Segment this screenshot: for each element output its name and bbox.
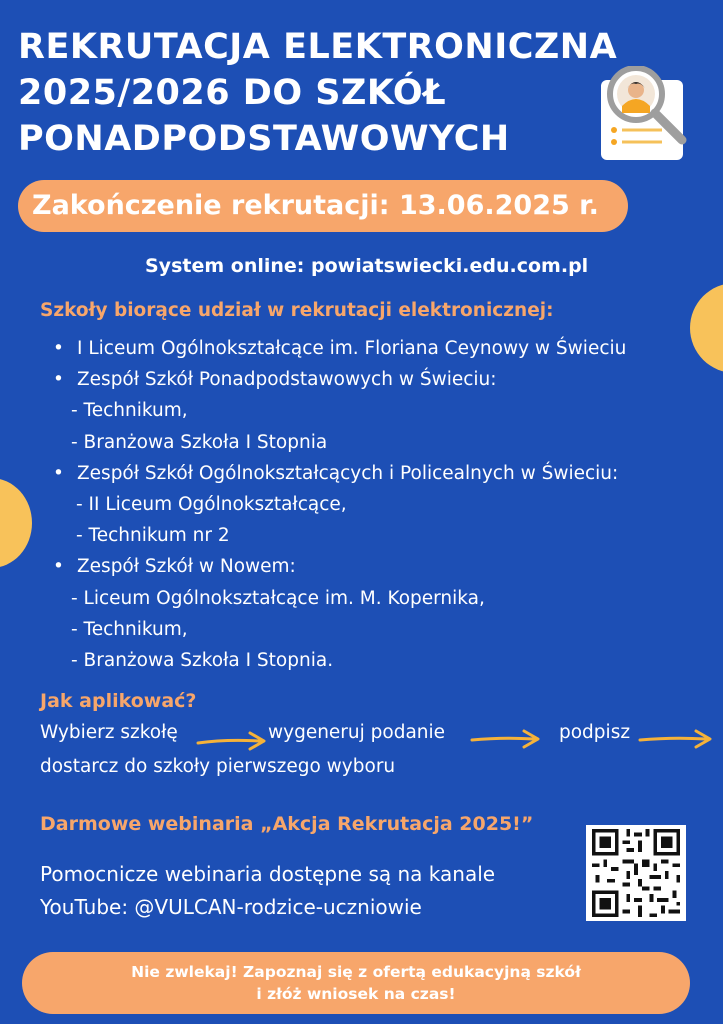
footer-line-1: Nie zwlekaj! Zapoznaj się z ofertą edukacyjną szkół <box>131 963 581 981</box>
bullet-icon: • <box>53 338 64 359</box>
sub-item: - Branżowa Szkoła I Stopnia. <box>71 650 334 671</box>
bullet-icon: • <box>53 463 64 484</box>
school-name: I Liceum Ogólnokształcące im. Floriana Ceynowy w Świeciu <box>77 338 627 359</box>
qr-code-icon[interactable] <box>586 825 686 921</box>
bullet-icon: • <box>53 556 64 577</box>
webinar-description <box>40 858 495 924</box>
apply-step-4: dostarcz do szkoły pierwszego wyboru <box>40 756 396 777</box>
title-line-3: PONADPODSTAWOWYCH <box>18 119 510 159</box>
sub-item: - Technikum, <box>71 400 188 421</box>
arrow-right-icon <box>196 730 268 752</box>
decorative-circle-right <box>690 283 723 373</box>
footer-line-2: i złóż wniosek na czas! <box>256 985 456 1003</box>
sub-item: - II Liceum Ogólnokształcące, <box>76 494 347 515</box>
system-online-link[interactable]: System online: powiatswiecki.edu.com.pl <box>145 255 589 277</box>
webinar-line-1: Pomocnicze webinaria dostępne są na kanale <box>40 862 496 886</box>
webinar-heading: Darmowe webinaria „Akcja Rekrutacja 2025!” <box>40 813 534 835</box>
bullet-icon: • <box>53 369 64 390</box>
school-name: Zespół Szkół Ogólnokształcących i Policealnych w Świeciu: <box>77 463 619 484</box>
arrow-right-icon <box>470 728 542 750</box>
sub-item: - Liceum Ogólnokształcące im. M. Kopernika, <box>71 588 485 609</box>
schools-heading: Szkoły biorące udział w rekrutacji elektronicznej: <box>40 300 554 321</box>
apply-step-3: podpisz <box>559 722 631 743</box>
title-line-1: REKRUTACJA ELEKTRONICZNA <box>18 27 618 67</box>
sub-item: - Technikum nr 2 <box>76 525 230 546</box>
deadline-banner <box>18 180 628 232</box>
list-item <box>53 551 296 582</box>
apply-step-2: wygeneruj podanie <box>268 722 446 743</box>
title-line-2: 2025/2026 DO SZKÓŁ <box>18 73 447 113</box>
school-name: Zespół Szkół w Nowem: <box>77 556 296 577</box>
apply-step-1: Wybierz szkołę <box>40 722 178 743</box>
sub-item: - Technikum, <box>71 619 188 640</box>
footer-call-to-action <box>22 952 690 1014</box>
deadline-text: Zakończenie rekrutacji: 13.06.2025 r. <box>32 190 599 221</box>
page-title <box>18 24 618 162</box>
webinar-youtube-link[interactable]: YouTube: @VULCAN-rodzice-uczniowie <box>40 895 422 919</box>
list-item <box>53 458 619 489</box>
checklist-magnifier-icon <box>598 66 698 166</box>
list-item <box>53 364 497 395</box>
sub-item: - Branżowa Szkoła I Stopnia <box>71 432 328 453</box>
school-name: Zespół Szkół Ponadpodstawowych w Świeciu: <box>77 369 497 390</box>
apply-heading: Jak aplikować? <box>40 690 197 712</box>
list-item <box>53 333 627 364</box>
decorative-circle-left <box>0 478 32 568</box>
arrow-right-icon <box>638 728 714 750</box>
